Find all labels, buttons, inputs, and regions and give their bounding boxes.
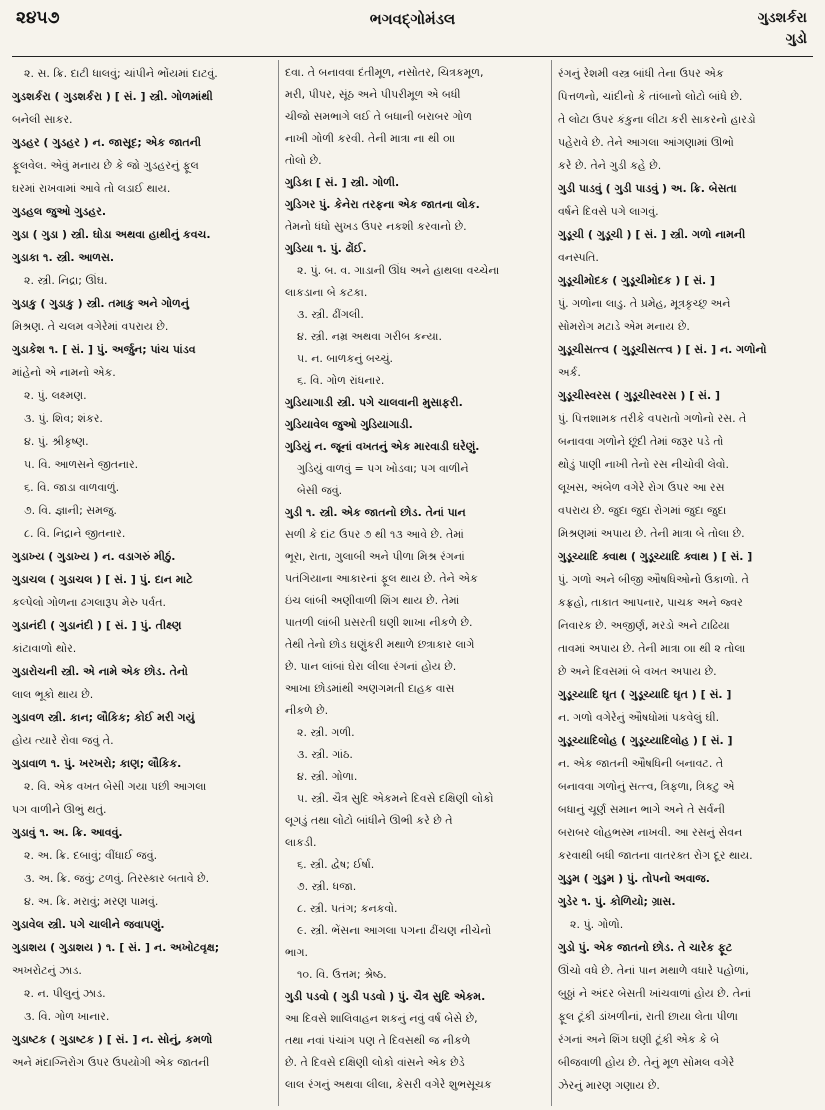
entry-sense-line: ૬. સ્ત્રી. દ્વેષ; ઈર્ષા. bbox=[297, 858, 375, 871]
entry-text-line: ફૂલ ટૂંકી ડાંખળીનાં, રાતી છાયા લેતા પીળા bbox=[558, 1010, 738, 1023]
entry-text-line: તે લોટા ઉપર કંકુના લીટા કરી સાકરનો હારડો bbox=[558, 113, 756, 126]
entry-headword-line: ગુડૂચી ( ગુડૂચી ) [ સં. ] સ્ત્રી. ગળો નામની bbox=[558, 228, 746, 241]
entry-text-line: અખરોટનું ઝાડ. bbox=[12, 964, 82, 977]
entry-sense-line: ૨. સ્ત્રી. નિદ્રા; ઊંઘ. bbox=[24, 274, 108, 287]
entry-text-line: આ દિવસે શાલિવાહન શકનું નવું વર્ષ બેસે છે, bbox=[285, 1012, 478, 1025]
entry-sense-line: ૪. સ્ત્રી. નમ્ર અથવા ગરીબ કન્યા. bbox=[297, 330, 443, 343]
running-head: ભગવદ્ગોમંડલ bbox=[369, 10, 456, 28]
entry-text-line: તોલો છે. bbox=[285, 154, 322, 167]
entry-text-line: ચીજો સમભાગે લઈ તે બધાની બરાબર ગોળ bbox=[285, 110, 472, 123]
entry-text-line: બુઠ્ઠાં ને અંદર બેસતી ખાંચવાળાં હોય છે. તેનાં bbox=[558, 987, 751, 1000]
entry-text-line: આખા છોડમાંથી અણગમતી દાહક વાસ bbox=[285, 682, 455, 695]
entry-sense-line: ૨. ન. પીલુનું ઝાડ. bbox=[24, 987, 106, 1000]
entry-text-line: વપરાય છે. જુદા જુદા રોગમાં જુદા જુદા bbox=[558, 504, 727, 517]
entry-sense-line: ૮. વિ. નિદ્રાને જીતનાર. bbox=[24, 527, 126, 540]
column-1 bbox=[12, 62, 274, 1106]
entry-text-line: લાકડાના બે કટકા. bbox=[285, 286, 368, 299]
entry-headword-line: ગુડાકા ૧. સ્ત્રી. આળસ. bbox=[12, 251, 115, 264]
entry-sense-line: ૩. વિ. ગોળ ખાનાર. bbox=[24, 1010, 110, 1023]
entry-text-line: લાલ ભૂકો થાય છે. bbox=[12, 688, 94, 701]
entry-sense-line: ૨. સ. ક્રિ. દાટી ધાલવું; ચાંપીને ભોંયમાં દાટવું. bbox=[24, 67, 218, 80]
entry-text-line: બનેલી સાકર. bbox=[12, 113, 73, 126]
entry-headword-line: ગુડૂચીસ્વરસ ( ગુડૂચીસ્વરસ ) [ સં. ] bbox=[558, 389, 720, 402]
entry-text-line: પું. પિત્તશામક તરીકે વપરાતો ગળોનો રસ. તે bbox=[558, 412, 747, 425]
entry-text-line: નિવારક છે. અજીર્ણ, મરડો અને ટાઢિયા bbox=[558, 619, 730, 632]
guide-word-first: ગુડશર્કરા bbox=[757, 10, 807, 26]
entry-text-line: અને મંદાગ્નિરોગ ઉપર ઉપયોગી એક જાતની bbox=[12, 1056, 210, 1069]
entry-text-line: ભૂરા, રાતા, ગુલાબી અને પીળા મિશ્ર રંગનાં bbox=[285, 550, 465, 563]
entry-text-line: પું. ગળો અને બીજી ઔષધિઓનો ઉકાળો. તે bbox=[558, 573, 749, 586]
entry-text-line: લાલ રંગનું અથવા લીલા, કેસરી વગેરે શુભસૂચક bbox=[285, 1078, 492, 1091]
entry-text-line: બનાવવા ગળોને છૂંદી તેમાં જરૂર પડે તો bbox=[558, 435, 724, 448]
entry-headword-line: ગુડારોચની સ્ત્રી. એ નામે એક છોડ. તેનો bbox=[12, 665, 188, 678]
entry-sense-line: ૮. સ્ત્રી. પતંગ; કનકવો. bbox=[297, 902, 398, 915]
entry-text-line: ઇંચ લાંબી અણીવાળી શિંગ થાય છે. તેમાં bbox=[285, 594, 460, 607]
entry-sense-line: ૬. વિ. જાડા વાળવાળું. bbox=[24, 481, 120, 494]
entry-headword-line: ગુડાચલ ( ગુડાચલ ) [ સં. ] પું. દાન માટે bbox=[12, 573, 193, 586]
entry-headword-line: ગુડૂચ્યાદિ ઘૃત ( ગુડૂચ્યાદિ ઘૃત ) [ સં. ] bbox=[558, 688, 732, 701]
entry-text-line: પતંગિયાના આકારનાં ફૂલ થાય છે. તેને એક bbox=[285, 572, 478, 585]
entry-text-line: બનાવવા ગળોનું સત્ત્વ, ત્રિફળા, ત્રિકટુ એ bbox=[558, 780, 735, 793]
entry-headword-line: ગુડુમ ( ગુડુમ ) પું. તોપનો અવાજ. bbox=[558, 872, 710, 885]
entry-text-line: છે. તે દિવસે દક્ષિણી લોકો વાંસને એક છેડે bbox=[285, 1056, 465, 1069]
entry-headword-line: ગુડૂચ્યાદિ ક્વાથ ( ગુડૂચ્યાદિ ક્વાથ ) [ સં. ] bbox=[558, 550, 753, 563]
entry-sense-line: ૪. પું. શ્રીકૃષ્ણ. bbox=[24, 435, 89, 448]
entry-text-line: રંગનાં અને શિંગ ઘણી ટૂંકી એક કે બે bbox=[558, 1033, 720, 1046]
entry-headword-line: ગુડહલ જુઓ ગુડહર. bbox=[12, 205, 107, 218]
entry-headword-line: ગુડિયા ૧. પું. ઢોંઈ. bbox=[285, 242, 367, 255]
entry-text-line: તાવમાં અપાય છે. તેની માત્રા ૦ાા થી ૨ તોલા bbox=[558, 642, 746, 655]
entry-headword-line: ગુડિકા [ સં. ] સ્ત્રી. ગોળી. bbox=[285, 176, 400, 189]
entry-sense-line: ૬. વિ. ગોળ રાંધનાર. bbox=[297, 374, 385, 387]
column-divider bbox=[278, 60, 279, 1106]
entry-text-line: પિત્તળનો, ચાંદીનો કે તાંબાનો લોટો બાંધે છે. bbox=[558, 90, 743, 103]
guide-word-last: ગુડો bbox=[785, 31, 807, 47]
entry-headword-line: ગુડી ૧. સ્ત્રી. એક જાતનો છોડ. તેનાં પાન bbox=[285, 506, 466, 519]
entry-sense-line: ૩. સ્ત્રી. ઢીંગલી. bbox=[297, 308, 364, 321]
header-rule bbox=[12, 56, 813, 57]
entry-sense-line: ૨. સ્ત્રી. ગળી. bbox=[297, 726, 355, 739]
entry-sense-line: ૧૦. વિ. ઉત્તમ; શ્રેષ્ઠ. bbox=[297, 968, 387, 981]
entry-text-line: લૂગડું તથા લોટો બાંધીને ઊભી કરે છે તે bbox=[285, 814, 453, 827]
entry-text-line: હોય ત્યારે રોવા જવું તે. bbox=[12, 734, 114, 747]
entry-headword-line: ગુડાશય ( ગુડાશય ) ૧. [ સં. ] ન. અખોટવૃક્ષ; bbox=[12, 941, 220, 954]
entry-text-line: કલ્પેલો ગોળના ઢગલારૂપ મેરુ પર્વત. bbox=[12, 596, 167, 609]
entry-text-line: સોમરોગ મટાડે એમ મનાય છે. bbox=[558, 320, 690, 333]
entry-headword-line: ગુડેર ૧. પું. કોળિયો; ગ્રાસ. bbox=[558, 895, 676, 908]
entry-text-line: માંહેનો એ નામનો એક. bbox=[12, 366, 116, 379]
entry-headword-line: ગુડિગર પું. કેનેરા તરફના એક જાતના લોક. bbox=[285, 198, 480, 211]
entry-headword-line: ગુડાવાળ ૧. પું. ખરખરો; કાણ; લૌકિક. bbox=[12, 757, 182, 770]
entry-headword-line: ગુડહર ( ગુડહર ) ન. જાસૂદ; એક જાતની bbox=[12, 136, 202, 149]
entry-headword-line: ગુડૂચીસત્ત્વ ( ગુડૂચીસત્ત્વ ) [ સં. ] ન. ગળોનો bbox=[558, 343, 767, 356]
entry-text-line: ન. ગળો વગેરેનું ઔષધોમાં પકવેલું ઘી. bbox=[558, 711, 720, 724]
entry-text-line: લૂખસ, અંબેળ વગેરે રોગ ઉપર આ રસ bbox=[558, 481, 725, 494]
entry-sense-line: ૫. ન. બાળકનું બચ્ચું. bbox=[297, 352, 393, 365]
entry-headword-line: ગુડિયાગાડી સ્ત્રી. પગે ચાલવાની મુસાફરી. bbox=[285, 396, 463, 409]
entry-text-line: થોડું પાણી નાખી તેનો રસ નીચોવી લેવો. bbox=[558, 458, 729, 471]
entry-text-line: કરવાથી બધી જાતના વાતરક્ત રોગ દૂર થાય. bbox=[558, 849, 753, 862]
entry-sense-line: ૩. અ. ક્રિ. જવું; ટળવું. તિરસ્કાર બતાવે છે. bbox=[24, 872, 210, 885]
entry-headword-line: ગુડાવું ૧. અ. ક્રિ. આવવું. bbox=[12, 826, 123, 839]
entry-text-line: દવા. તે બનાવવા દંતીમૂળ, નસોતર, ચિત્રકમૂળ, bbox=[285, 66, 484, 79]
entry-headword-line: ગુડો પું. એક જાતનો છોડ. તે ચારેક ફૂટ bbox=[558, 941, 733, 954]
entry-sense-line: ૨. પું. ગોળો. bbox=[570, 918, 624, 931]
entry-text-line: મિશ્રણ. તે ચલમ વગેરેમાં વપરાય છે. bbox=[12, 320, 169, 333]
entry-sense-line: ૫. સ્ત્રી. ચૈત્ર સુદિ એકમને દિવસે દક્ષિણી લોકો bbox=[297, 792, 494, 805]
entry-text-line: પહેરાવે છે. તેને આગલા આંગણામાં ઊભો bbox=[558, 136, 734, 149]
entry-sense-line: ગુડિયું વાળવું = પગ ખોડવા; પગ વાળીને bbox=[297, 462, 469, 475]
entry-headword-line: ગુડાવેલ સ્ત્રી. પગે ચાલીને જવાપણું. bbox=[12, 918, 165, 931]
entry-sense-line: ૪. અ. ક્રિ. મરાવું; મરણ પામવું. bbox=[24, 895, 159, 908]
entry-headword-line: ગુડી પાડવું ( ગુડી પાડવું ) અ. ક્રિ. બેસતા bbox=[558, 182, 737, 195]
entry-text-line: ઊંચો વધે છે. તેનાં પાન મથાળે વધારે પહોળાં, bbox=[558, 964, 749, 977]
column-3 bbox=[558, 62, 816, 1106]
entry-sense-line: ૨. પું. બ. વ. ગાડાની ઊંધ અને હાથલા વચ્ચેના bbox=[297, 264, 500, 277]
entry-text-line: ઝેરનું મારણ ગણાય છે. bbox=[558, 1079, 660, 1092]
entry-text-line: ભાગ. bbox=[285, 946, 309, 959]
entry-sense-line: ૫. વિ. આળસને જીતનાર. bbox=[24, 458, 139, 471]
entry-sense-line: બેસી જવું. bbox=[297, 484, 343, 497]
entry-sense-line: ૪. સ્ત્રી. ગોળા. bbox=[297, 770, 358, 783]
entry-headword-line: ગુડી પડવો ( ગુડી પડવો ) પું. ચૈત્ર સુદિ એકમ. bbox=[285, 990, 486, 1003]
entry-headword-line: ગુડશર્કરા ( ગુડશર્કરા ) [ સં. ] સ્ત્રી. ગોળમાંથી bbox=[12, 90, 213, 103]
entry-sense-line: ૨. વિ. એક વખત બેસી ગયા પછી આગલા bbox=[24, 780, 207, 793]
entry-sense-line: ૭. વિ. જ્ઞાની; સમજુ. bbox=[24, 504, 117, 517]
entry-text-line: છે. પાન લાંબાં ઘેરા લીલા રંગનાં હોય છે. bbox=[285, 660, 457, 673]
entry-headword-line: ગુડાષ્ટક ( ગુડાષ્ટક ) [ સં. ] ન. સોનું, કમળો bbox=[12, 1033, 213, 1046]
entry-text-line: અર્ક. bbox=[558, 366, 581, 379]
entry-text-line: મિશ્રણમાં અપાય છે. તેની માત્રા બે તોલા છે. bbox=[558, 527, 745, 540]
entry-text-line: તેમનો ધંધો સુખડ ઉપર નકશી કરવાનો છે. bbox=[285, 220, 467, 233]
entry-text-line: નીકળે છે. bbox=[285, 704, 329, 717]
entry-headword-line: ગુડાખ્ય ( ગુડાખ્ય ) ન. વડાગરું મીઠું. bbox=[12, 550, 176, 563]
entry-text-line: બધાનું ચૂર્ણ સમાન ભાગે અને તે સર્વની bbox=[558, 803, 725, 816]
entry-sense-line: ૨. અ. ક્રિ. દબાવું; વીંધાઈ જવું. bbox=[24, 849, 158, 862]
entry-text-line: ફૂલવેલ. એવું મનાય છે કે જો ગુડહરનું ફૂલ bbox=[12, 159, 199, 172]
entry-text-line: કાંટાવાળો થોર. bbox=[12, 642, 77, 655]
entry-text-line: તથા નવાં પંચાંગ પણ તે દિવસથી જ નીકળે bbox=[285, 1034, 471, 1047]
entry-sense-line: ૭. સ્ત્રી. ધજા. bbox=[297, 880, 357, 893]
entry-sense-line: ૨. પું. લક્ષ્મણ. bbox=[24, 389, 87, 402]
entry-headword-line: ગુડાકુ ( ગુડાકુ ) સ્ત્રી. તમાકુ અને ગોળનું bbox=[12, 297, 189, 310]
entry-sense-line: ૩. પું. શિવ; શંકર. bbox=[24, 412, 103, 425]
entry-headword-line: ગુડાવળ સ્ત્રી. કાન; લૌકિક; કોઈ મરી ગયું bbox=[12, 711, 195, 724]
entry-headword-line: ગુડાકેશ ૧. [ સં. ] પું. અર્જુન; પાંચ પાંડવ bbox=[12, 343, 196, 356]
entry-text-line: રંગનું રેશમી વસ્ત્ર બાંધી તેના ઉપર એક bbox=[558, 67, 724, 80]
entry-text-line: મરી, પીપર, સૂંઠ અને પીપરીમૂળ એ બધી bbox=[285, 88, 461, 101]
entry-text-line: ઘરમાં રાખવામાં આવે તો લડાઈ થાય. bbox=[12, 182, 171, 195]
entry-headword-line: ગુડિયું ન. જૂનાં વખતનું એક મારવાડી ઘરેણું. bbox=[285, 440, 480, 453]
entry-sense-line: ૯. સ્ત્રી. ભેંસના આગલા પગના ઢીંચણ નીચેનો bbox=[297, 924, 492, 937]
guide-words bbox=[758, 8, 807, 50]
entry-headword-line: ગુડાનંદી ( ગુડાનંદી ) [ સં. ] પું. તીક્ષ્ણ bbox=[12, 619, 182, 632]
entry-text-line: કરે છે. તેને ગુડી કહે છે. bbox=[558, 159, 662, 172]
entry-text-line: તેથી તેનો છોડ ઘણુંકરી મથાળે છત્રાકાર લાગે bbox=[285, 638, 475, 651]
entry-text-line: બીજવાળી હોય છે. તેનું મૂળ સોમલ વગેરે bbox=[558, 1056, 735, 1069]
column-2 bbox=[285, 62, 547, 1106]
entry-text-line: પાતળી લાંબી પ્રસરતી ઘણી શાખા નીકળે છે. bbox=[285, 616, 473, 629]
entry-text-line: પગ વાળીને ઊભું થતું. bbox=[12, 803, 107, 816]
entry-text-line: લાકડી. bbox=[285, 836, 317, 849]
entry-text-line: સળી કે દાંટ ઉપર ૭ થી ૧૩ આવે છે. તેમાં bbox=[285, 528, 464, 541]
entry-text-line: ન. એક જાતની ઔષધિની બનાવટ. તે bbox=[558, 757, 724, 770]
entry-text-line: બરાબર લોહભસ્મ નાખવી. આ રસનું સેવન bbox=[558, 826, 743, 839]
entry-headword-line: ગુડા ( ગુડા ) સ્ત્રી. ઘોડા અથવા હાથીનું કવચ. bbox=[12, 228, 211, 241]
entry-headword-line: ગુડિયાવેલ જુઓ ગુડિયાગાડી. bbox=[285, 418, 413, 431]
page-number: ૨૪૫૭ bbox=[16, 8, 60, 28]
entry-text-line: પું. ગળોના લાડુ. તે પ્રમેહ, મૂત્રકૃચ્છ્ર અને bbox=[558, 297, 731, 310]
page-header bbox=[0, 0, 825, 58]
entry-text-line: છે અને દિવસમાં બે વખત અપાય છે. bbox=[558, 665, 717, 678]
entry-text-line: નાખી ગોળી કરવી. તેની માત્રા ના થી ૦ાા bbox=[285, 132, 456, 145]
entry-text-line: વર્ષને દિવસે પગે લાગવું. bbox=[558, 205, 659, 218]
entry-text-line: કફ્રહો, તાકાત આપનાર, પાચક અને જ્વર bbox=[558, 596, 743, 609]
entry-headword-line: ગુડૂચીમોદક ( ગુડૂચીમોદક ) [ સં. ] bbox=[558, 274, 716, 287]
entry-headword-line: ગુડૂચ્યાદિલોહ ( ગુડૂચ્યાદિલોહ ) [ સં. ] bbox=[558, 734, 733, 747]
column-divider bbox=[551, 60, 552, 1106]
entry-text-line: વનસ્પતિ. bbox=[558, 251, 599, 264]
entry-sense-line: ૩. સ્ત્રી. ગાંઠ. bbox=[297, 748, 353, 761]
